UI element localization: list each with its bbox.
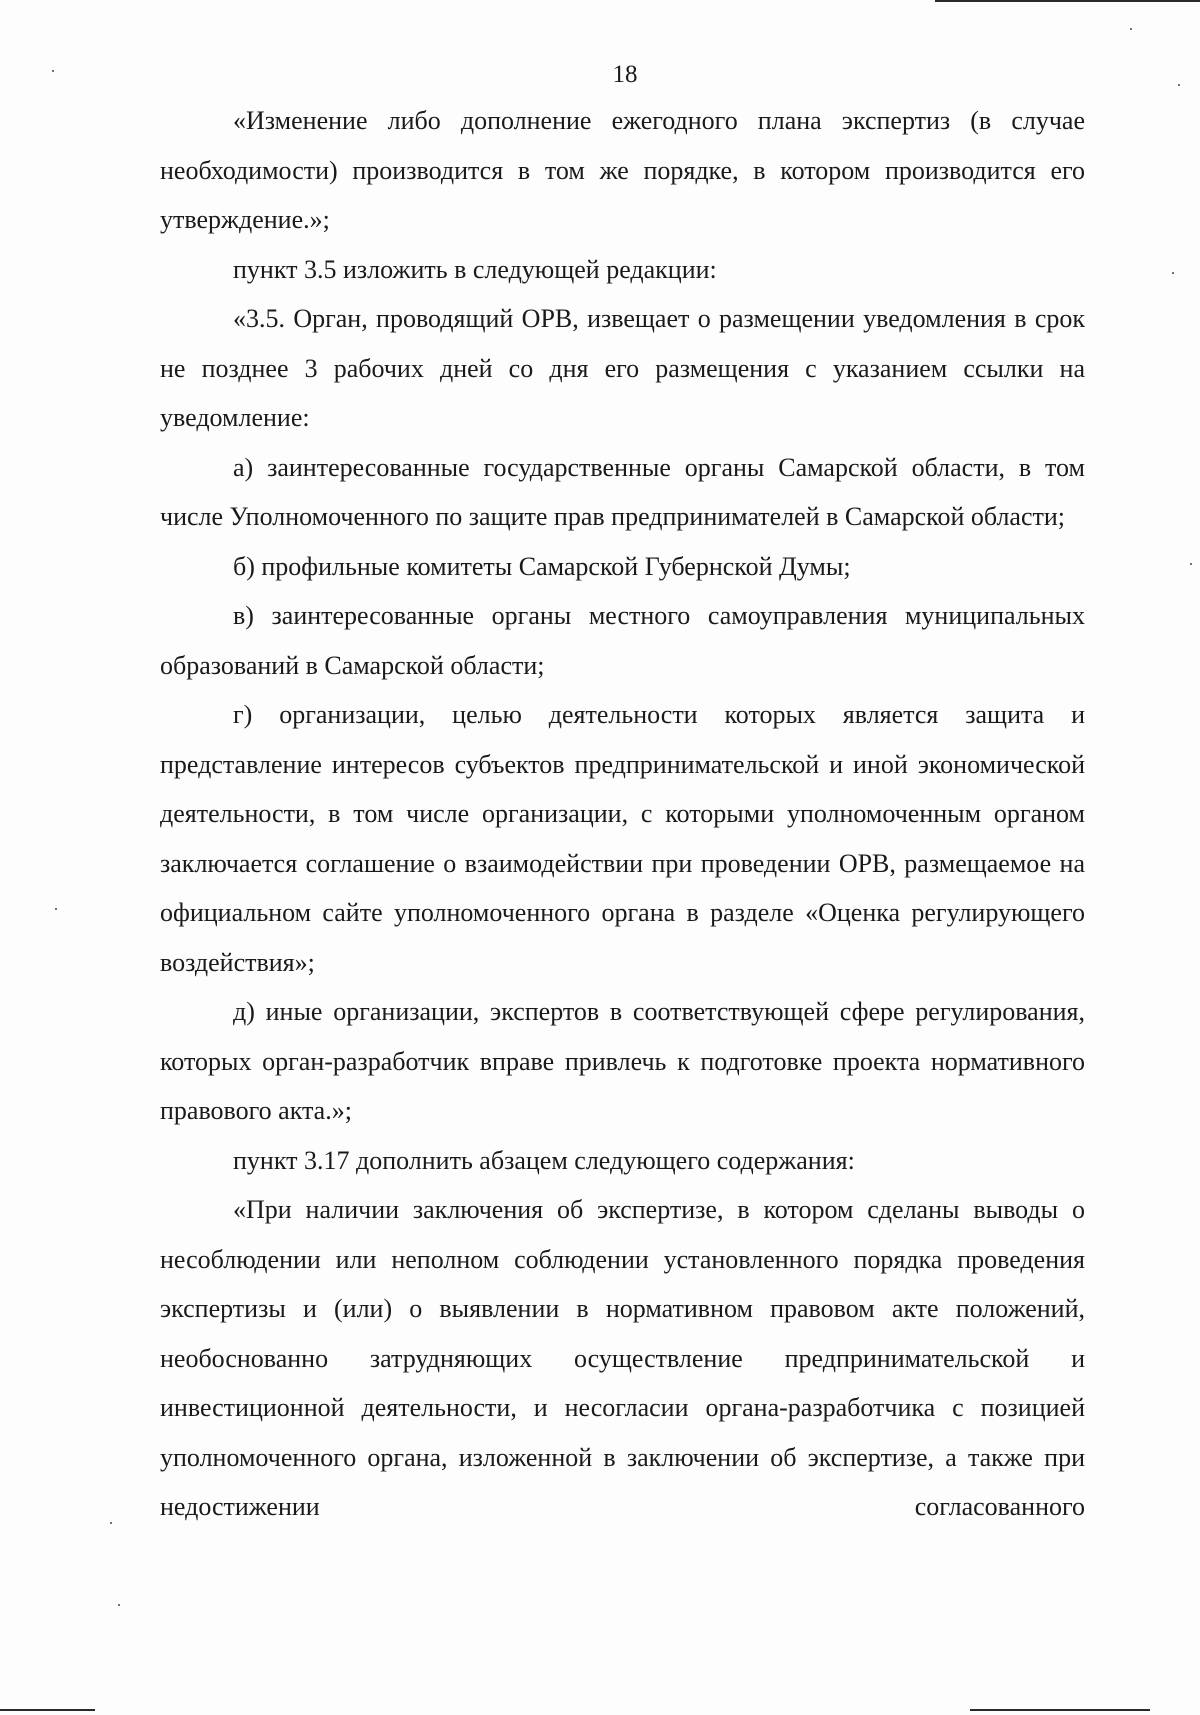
scan-edge-line-bottom-left [0,1709,95,1711]
paragraph-item-a: а) заинтересованные государственные органы Самарской области, в том числе Уполномоченного по защите прав предпринимателей в Самарской области; [160,452,1085,531]
paragraph-item-b: б) профильные комитеты Самарской Губернской Думы; [233,551,851,581]
paragraph-clause-3-17-quote: «При наличии заключения об экспертизе, в котором сделаны выводы о несоблюдении или неполном соблюдении установленного порядка проведения экспертизы и (или) о выявлении в нормативном правовом акте положений, необоснованно затрудняющих осуществление предпринимательской и инвестиционной деятельности, и несогласии органа-разработчика с позицией уполномоченного органа, изложенной в заключении об экспертизе, а также при недостижении согласованного [160,1195,1085,1521]
scan-speck [55,908,57,910]
scan-edge-line-top [935,0,1200,2]
paragraph-clause-3-5-intro: пункт 3.5 изложить в следующей редакции: [233,254,717,284]
scan-speck [1130,28,1132,30]
page-number: 18 [612,61,638,88]
scan-speck [1190,563,1192,565]
paragraph-item-d: д) иные организации, экспертов в соответствующей сфере регулирования, которых орган-разработчик вправе привлечь к подготовке проекта нормативного правового акта.»; [160,997,1085,1125]
scan-speck [1172,272,1174,274]
scan-edge-line-bottom-right [970,1709,1150,1711]
document-body [160,96,1085,1532]
paragraph-clause-3-17-intro: пункт 3.17 дополнить абзацем следующего содержания: [233,1145,855,1175]
scan-speck [110,1522,112,1524]
scan-speck [118,1604,120,1606]
paragraph-item-g: г) организации, целью деятельности которых является защита и представление интересов субъектов предпринимательской и иной экономической деятельности, в том числе организации, с которыми уполномоченным органом заключается соглашение о взаимодействии при проведении ОРВ, размещаемое на официальном сайте уполномоченного органа в разделе «Оценка регулирующего воздействия»; [160,700,1085,977]
paragraph-clause-3-5: «3.5. Орган, проводящий ОРВ, извещает о размещении уведомления в срок не позднее 3 рабочих дней со дня его размещения с указанием ссылки на уведомление: [160,304,1085,432]
paragraph-plan-change-quote: «Изменение либо дополнение ежегодного плана экспертиз (в случае необходимости) производится в том же порядке, в котором производится его утверждение.»; [160,106,1085,234]
paragraph-item-v: в) заинтересованные органы местного самоуправления муниципальных образований в Самарской области; [160,601,1085,680]
